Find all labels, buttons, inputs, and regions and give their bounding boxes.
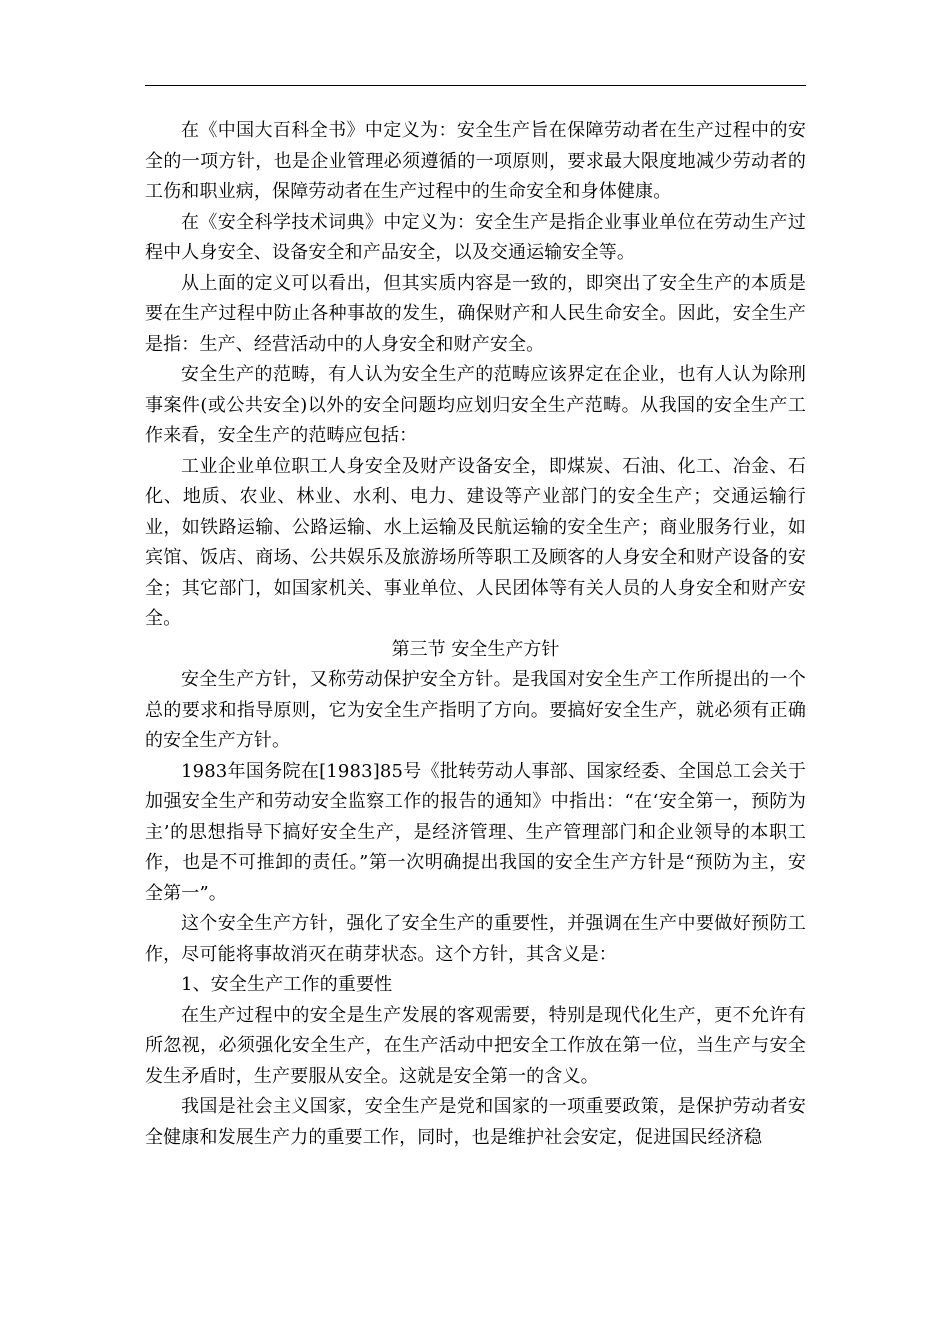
paragraph-safety-first: 在生产过程中的安全是生产发展的客观需要，特别是现代化生产，更不允许有所忽视，必须强化安全生产，在生产活动中把安全工作放在第一位，当生产与安全发生矛盾时，生产要服从安全。这就是安全第一的含义。 — [145, 1004, 806, 1087]
paragraph-dictionary-definition: 在《安全科学技术词典》中定义为：安全生产是指企业事业单位在劳动生产过程中人身安全、设备安全和产品安全，以及交通运输安全等。 — [145, 211, 806, 263]
paragraph-1983-notice: 1983年国务院在[1983]85号《批转劳动人事部、国家经委、全国总工会关于加强安全生产和劳动安全监察工作的报告的通知》中指出：“在‘安全第一，预防为主’的思想指导下搞好安全生产，是经济管理、生产管理部门和企业领导的本职工作，也是不可推卸的责任。”第一次明确提出我国的安全生产方针是“预防为主，安全第一”。 — [145, 760, 806, 904]
section-heading: 第三节 安全生产方针 — [391, 638, 560, 660]
paragraph-policy-intro: 安全生产方针，又称劳动保护安全方针。是我国对安全生产工作所提出的一个总的要求和指导原则，它为安全生产指明了方向。要搞好安全生产，就必须有正确的安全生产方针。 — [145, 669, 806, 751]
paragraph-safety-scope: 安全生产的范畴，有人认为安全生产的范畴应该界定在企业，也有人认为除刑事案件(或公共安全)以外的安全问题均应划归安全生产范畴。从我国的安全生产工作来看，安全生产的范畴应包括： — [145, 364, 806, 446]
paragraph-encyclopedia-definition: 在《中国大百科全书》中定义为：安全生产旨在保障劳动者在生产过程中的安全的一项方针，也是企业管理必须遵循的一项原则，要求最大限度地减少劳动者的工伤和职业病，保障劳动者在生产过程中的生命安全和身体健康。 — [145, 120, 806, 202]
document-body — [145, 116, 806, 1153]
header-rule — [145, 85, 806, 86]
subheading-importance: 1、安全生产工作的重要性 — [181, 974, 393, 995]
paragraph-socialist-policy: 我国是社会主义国家，安全生产是党和国家的一项重要政策，是保护劳动者安全健康和发展生产力的重要工作，同时，也是维护社会安定，促进国民经济稳 — [145, 1096, 806, 1148]
paragraph-policy-meaning: 这个安全生产方针，强化了安全生产的重要性，并强调在生产中要做好预防工作，尽可能将事故消灭在萌芽状态。这个方针，其含义是： — [145, 913, 806, 965]
paragraph-scope-details: 工业企业单位职工人身安全及财产设备安全，即煤炭、石油、化工、冶金、石化、地质、农业、林业、水利、电力、建设等产业部门的安全生产；交通运输行业，如铁路运输、公路运输、水上运输及民航运输的安全生产；商业服务行业，如宾馆、饭店、商场、公共娱乐及旅游场所等职工及顾客的人身安全和财产设备的安全；其它部门，如国家机关、事业单位、人民团体等有关人员的人身安全和财产安全。 — [145, 455, 806, 629]
paragraph-definition-summary: 从上面的定义可以看出，但其实质内容是一致的，即突出了安全生产的本质是要在生产过程中防止各种事故的发生，确保财产和人民生命安全。因此，安全生产是指：生产、经营活动中的人身安全和财产安全。 — [145, 272, 806, 355]
